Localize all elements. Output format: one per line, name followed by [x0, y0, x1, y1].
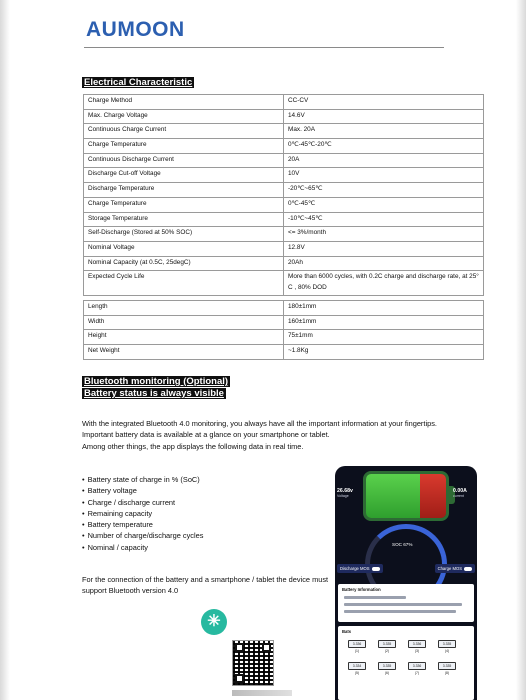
header-divider	[84, 47, 444, 48]
spec-row	[84, 153, 484, 168]
cell-voltage: 3.335	[438, 662, 456, 670]
cell-voltage: 3.334	[348, 662, 366, 670]
spec-row	[84, 109, 484, 124]
cell-tile	[438, 640, 456, 653]
qr-finder-top-right	[262, 643, 271, 652]
spec-parameter: Nominal Capacity (at 0.5C, 25degC)	[84, 256, 284, 271]
spec-value: 14.6V	[284, 109, 484, 124]
battery-information-title: Battery Information	[342, 587, 381, 592]
intro-paragraph-2: Important battery data is available at a glance on your smartphone or tablet.	[82, 430, 330, 440]
charge-mos-toggle[interactable]	[435, 564, 475, 573]
spec-value: 0℃-45℃-20℃	[284, 139, 484, 154]
battery-fill	[366, 474, 420, 518]
dimension-row	[84, 330, 484, 345]
cell-tile	[408, 662, 426, 675]
qr-code	[232, 640, 274, 686]
bluetooth-subheading: Battery status is always visible	[84, 388, 224, 399]
spec-value: -20℃~65℃	[284, 183, 484, 198]
toggle-knob-icon	[464, 567, 472, 571]
spec-row	[84, 168, 484, 183]
cell-index: (5)	[354, 671, 360, 675]
cell-index: (6)	[384, 671, 390, 675]
spec-parameter: Self-Discharge (Stored at 50% SOC)	[84, 227, 284, 242]
spec-row	[84, 271, 484, 296]
spec-parameter: Continuous Charge Current	[84, 124, 284, 139]
dimension-value: 75±1mm	[284, 330, 484, 345]
cell-index: (8)	[444, 671, 450, 675]
spec-parameter: Discharge Temperature	[84, 183, 284, 198]
feature-list	[82, 474, 203, 553]
cell-tile	[438, 662, 456, 675]
current-value: 0.00A	[453, 488, 467, 494]
spec-value: 12.8V	[284, 241, 484, 256]
spec-parameter: Discharge Cut-off Voltage	[84, 168, 284, 183]
spec-row	[84, 212, 484, 227]
spec-value: 10V	[284, 168, 484, 183]
spec-value: CC-CV	[284, 95, 484, 110]
feature-item: • Number of charge/discharge cycles	[82, 530, 203, 541]
electrical-heading: Electrical Characteristic	[84, 77, 193, 88]
feature-item: • Remaining capacity	[82, 508, 203, 519]
info-line-blurred	[344, 596, 406, 599]
spec-parameter: Charge Temperature	[84, 197, 284, 212]
intro-paragraph-1: With the integrated Bluetooth 4.0 monitoring, you always have all the important information at your fingertips.	[82, 419, 437, 428]
dimension-row	[84, 315, 484, 330]
feature-item: • Battery state of charge in % (SoC)	[82, 474, 203, 485]
page-edge-shadow-right	[516, 0, 526, 700]
cell-index: (7)	[414, 671, 420, 675]
discharge-mos-label: Discharge MOS	[340, 566, 370, 571]
spec-row	[84, 241, 484, 256]
spec-row	[84, 95, 484, 110]
cell-index: (1)	[354, 649, 360, 653]
intro-paragraph-3: Among other things, the app displays the following data in real time.	[82, 441, 304, 451]
dimension-value: 180±1mm	[284, 301, 484, 316]
charge-mos-label: Charge MOS	[437, 566, 462, 571]
cell-tile	[348, 640, 366, 653]
current-readout	[453, 488, 467, 498]
cell-voltage: 3.336	[348, 640, 366, 648]
feature-item: • Charge / discharge current	[82, 497, 203, 508]
app-screenshot	[335, 466, 477, 700]
spec-parameter: Expected Cycle Life	[84, 271, 284, 296]
discharge-mos-toggle[interactable]	[337, 564, 383, 573]
connection-note: For the connection of the battery and a smartphone / tablet the device must support Bluetooth version 4.0	[82, 575, 329, 596]
spec-value: 20Ah	[284, 256, 484, 271]
spec-parameter: Charge Temperature	[84, 139, 284, 154]
cell-tile	[348, 662, 366, 675]
brand-logo: AUMOON	[86, 18, 185, 41]
dimension-parameter: Width	[84, 315, 284, 330]
voltage-value: 26.68v	[337, 488, 353, 494]
dimension-value: 160±1mm	[284, 315, 484, 330]
battery-information-card	[338, 584, 474, 622]
toggle-knob-icon	[372, 567, 380, 571]
cell-index: (4)	[444, 649, 450, 653]
spec-row	[84, 124, 484, 139]
cell-index: (3)	[414, 649, 420, 653]
current-label: current	[453, 494, 464, 498]
bluetooth-heading: Bluetooth monitoring (Optional)	[84, 376, 229, 387]
spec-row	[84, 183, 484, 198]
voltage-readout	[337, 488, 353, 498]
voltage-label: Voltage	[337, 494, 349, 498]
cell-tile	[408, 640, 426, 653]
spec-value: 20A	[284, 153, 484, 168]
mos-toggle-row	[335, 564, 477, 576]
cell-voltage: 3.335	[438, 640, 456, 648]
dimension-parameter: Height	[84, 330, 284, 345]
cell-tile	[378, 662, 396, 675]
qr-finder-top-left	[235, 643, 244, 652]
spec-parameter: Max. Charge Voltage	[84, 109, 284, 124]
spec-row	[84, 139, 484, 154]
spec-row	[84, 256, 484, 271]
cell-tile	[378, 640, 396, 653]
spec-row	[84, 227, 484, 242]
info-line-blurred	[344, 603, 462, 606]
spec-row	[84, 197, 484, 212]
dimension-parameter: Length	[84, 301, 284, 316]
cell-voltages-card	[338, 626, 474, 700]
spec-parameter: Nominal Voltage	[84, 241, 284, 256]
spec-value: -10℃~45℃	[284, 212, 484, 227]
cell-index: (2)	[384, 649, 390, 653]
spec-value: Max. 20A	[284, 124, 484, 139]
cells-title: Bats	[342, 629, 352, 634]
spec-parameter: Continuous Discharge Current	[84, 153, 284, 168]
feature-item: • Battery voltage	[82, 485, 203, 496]
spec-value: 0℃-45℃	[284, 197, 484, 212]
page-edge-shadow-left	[0, 0, 10, 700]
cell-voltage: 3.335	[378, 662, 396, 670]
bluetooth-icon: ✳	[201, 609, 227, 635]
spec-value: More than 6000 cycles, with 0.2C charge and discharge rate, at 25° C , 80% DOD	[284, 271, 484, 296]
soc-readout: SOC 67%	[392, 542, 413, 547]
spec-value: <= 3%/month	[284, 227, 484, 242]
cell-voltage: 3.336	[408, 640, 426, 648]
cell-voltage: 3.336	[408, 662, 426, 670]
feature-item: • Nominal / capacity	[82, 542, 203, 553]
electrical-table	[83, 94, 484, 360]
qr-finder-bottom-left	[235, 674, 244, 683]
qr-caption-blurred	[232, 690, 292, 696]
dimension-row	[84, 301, 484, 316]
dimension-parameter: Net Weight	[84, 345, 284, 360]
battery-empty-portion	[420, 474, 446, 518]
info-line-blurred	[344, 610, 456, 613]
spec-parameter: Storage Temperature	[84, 212, 284, 227]
spec-parameter: Charge Method	[84, 95, 284, 110]
dimension-row	[84, 345, 484, 360]
cell-voltage: 3.335	[378, 640, 396, 648]
battery-icon	[363, 471, 449, 521]
dimension-value: ~1.8Kg	[284, 345, 484, 360]
feature-item: • Battery temperature	[82, 519, 203, 530]
bluetooth-intro	[82, 418, 462, 452]
